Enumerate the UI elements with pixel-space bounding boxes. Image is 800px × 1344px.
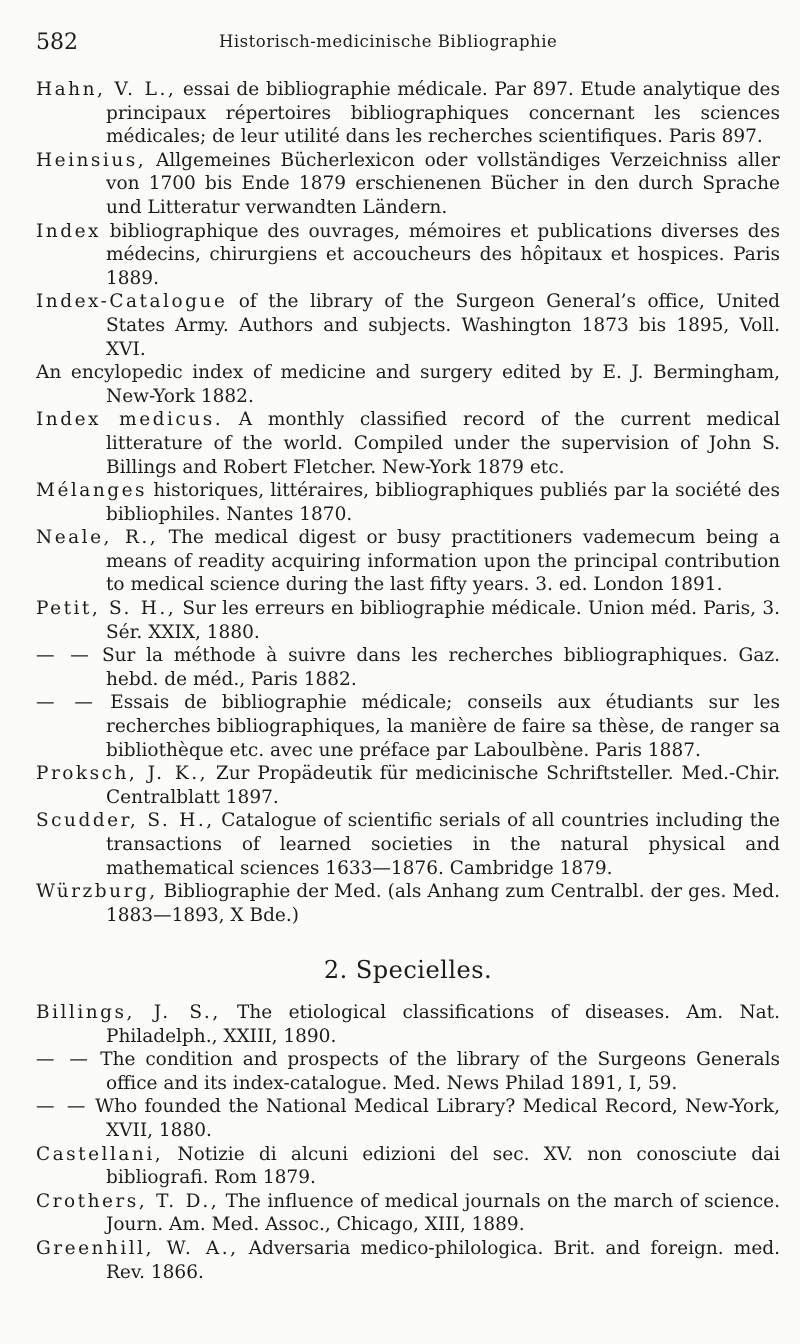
- entry-author: Proksch, J. K.,: [36, 763, 208, 785]
- entry-text: The etiological classifications of diseases. Am. Nat. Philadelph., XXIII, 1890.: [106, 1001, 780, 1047]
- entry-author: Billings, J. S.,: [36, 1001, 221, 1023]
- entry-author: Castellani,: [36, 1143, 164, 1165]
- entry-text: Allgemeines Bücherlexicon oder vollständiges Verzeichniss aller von 1700 bis Ende 1879 erschienenen Bücher in den durch Sprache und Litteratur verwandten Ländern.: [106, 149, 780, 218]
- entry-text: The influence of medical journals on the march of science. Journ. Am. Med. Assoc., Chicago, XIII, 1889.: [106, 1190, 780, 1236]
- entry-author: — —: [36, 692, 96, 714]
- entry-author: Petit, S. H.,: [36, 598, 177, 620]
- bibliography-entry: [36, 1237, 780, 1284]
- bibliography-entry: [36, 880, 780, 927]
- entry-text: The medical digest or busy practitioners vademecum being a means of readity acquiring information upon the principal contribution to medical science during the last fifty years. 3. ed. London 1891.: [106, 527, 781, 596]
- bibliography-entry: [36, 691, 780, 762]
- bibliography-entry: [36, 526, 780, 597]
- bibliography-entry: [36, 220, 780, 291]
- entry-text: Essais de bibliographie médicale; conseils aux étudiants sur les recherches bibliographiques, la manière de faire sa thèse, de ranger sa bibliothèque etc. avec une préface par Laboulbène. Paris 1887.: [95, 692, 780, 761]
- bibliography-entry: [36, 1190, 780, 1237]
- bibliography-entry: [36, 1143, 780, 1190]
- bibliography-body: [36, 78, 780, 1284]
- entry-text: Sur la méthode à suivre dans les recherches bibliographiques. Gaz. hebd. de méd., Paris 1882.: [91, 645, 780, 690]
- entry-author: Scudder, S. H.,: [36, 810, 215, 832]
- bibliography-list-special: [36, 1001, 780, 1284]
- entry-author: — —: [36, 1096, 88, 1118]
- entry-text: Bibliographie der Med. (als Anhang zum Centralbl. der ges. Med. 1883—1893, X Bde.): [106, 881, 780, 926]
- bibliography-entry: [36, 1095, 780, 1142]
- entry-author: Index-Catalogue: [36, 291, 228, 313]
- entry-text: Sur les erreurs en bibliographie médicale. Union méd. Paris, 3. Sér. XXIX, 1880.: [106, 598, 780, 643]
- entry-text: Who founded the National Medical Library? Medical Record, New-York, XVII, 1880.: [87, 1096, 780, 1141]
- entry-text: Catalogue of scientific serials of all countries including the transactions of learned societies in the natural physical and mathematical sciences 1633—1876. Cambridge 1879.: [106, 810, 780, 879]
- entry-author: Hahn, V. L.,: [36, 79, 177, 100]
- entry-author: Heinsius,: [36, 149, 147, 171]
- entry-text: A monthly classified record of the current medical litterature of the world. Compiled under the supervision of John S. Billings and Robert Fletcher. New-York 1879 etc.: [106, 409, 780, 478]
- entry-text: The condition and prospects of the library of the Surgeons Generals office and its index-catalogue. Med. News Philad 1891, I, 59.: [90, 1049, 780, 1094]
- entry-author: — —: [36, 645, 92, 667]
- entry-text: bibliographique des ouvrages, mémoires et publications diverses des médecins, chirurgiens et accoucheurs des hôpitaux et hospices. Paris 1889.: [100, 220, 780, 289]
- bibliography-entry: [36, 762, 780, 809]
- entry-text: essai de bibliographie médicale. Par 897. Etude analytique des principaux répertoires bibliographiques concernant les sciences médicales; de leur utilité dans les recherches scientifiques. Paris 897.: [106, 79, 781, 148]
- bibliography-entry: [36, 644, 780, 691]
- entry-text: of the library of the Surgeon General’s office, United States Army. Authors and subjects. Washington 1873 bis 1895, Voll. XVI.: [106, 291, 780, 360]
- bibliography-list-general: [36, 78, 780, 927]
- section-heading: 2. Specielles.: [323, 956, 493, 985]
- entry-author: Index medicus.: [36, 409, 224, 431]
- bibliography-entry: [36, 361, 780, 408]
- entry-text: Adversaria medico-philologica. Brit. and foreign. med. Rev. 1866.: [106, 1237, 781, 1283]
- bibliography-entry: [36, 408, 780, 479]
- bibliography-entry: [36, 1048, 780, 1095]
- bibliography-entry: [36, 78, 780, 149]
- running-title: Historisch-medicinische Bibliographie: [219, 32, 558, 51]
- bibliography-entry: [36, 290, 780, 361]
- entry-author: Mélanges: [36, 480, 148, 502]
- bibliography-entry: [36, 597, 780, 644]
- bibliography-entry: [36, 809, 780, 880]
- bibliography-entry: [36, 1001, 780, 1048]
- bibliography-entry: [36, 149, 780, 220]
- page-header: [36, 30, 770, 58]
- entry-author: Greenhill, W. A.,: [36, 1237, 239, 1259]
- entry-author: Würzburg,: [36, 881, 158, 903]
- entry-text: An encylopedic index of medicine and surgery edited by E. J. Bermingham, New-York 1882.: [36, 362, 780, 407]
- entry-text: Notizie di alcuni edizioni del sec. XV. non conosciute dai bibliografi. Rom 1879.: [106, 1143, 780, 1189]
- entry-author: Crothers, T. D.,: [36, 1190, 220, 1212]
- entry-text: Zur Propädeutik für medicinische Schriftsteller. Med.-Chir. Centralblatt 1897.: [106, 763, 780, 808]
- entry-author: Index: [36, 220, 101, 242]
- page-number: 582: [36, 30, 78, 55]
- bibliography-entry: [36, 479, 780, 526]
- entry-author: — —: [36, 1049, 91, 1071]
- entry-author: Neale, R.,: [36, 527, 159, 549]
- entry-text: historiques, littéraires, bibliographiques publiés par la société des bibliophiles. Nantes 1870.: [106, 480, 780, 525]
